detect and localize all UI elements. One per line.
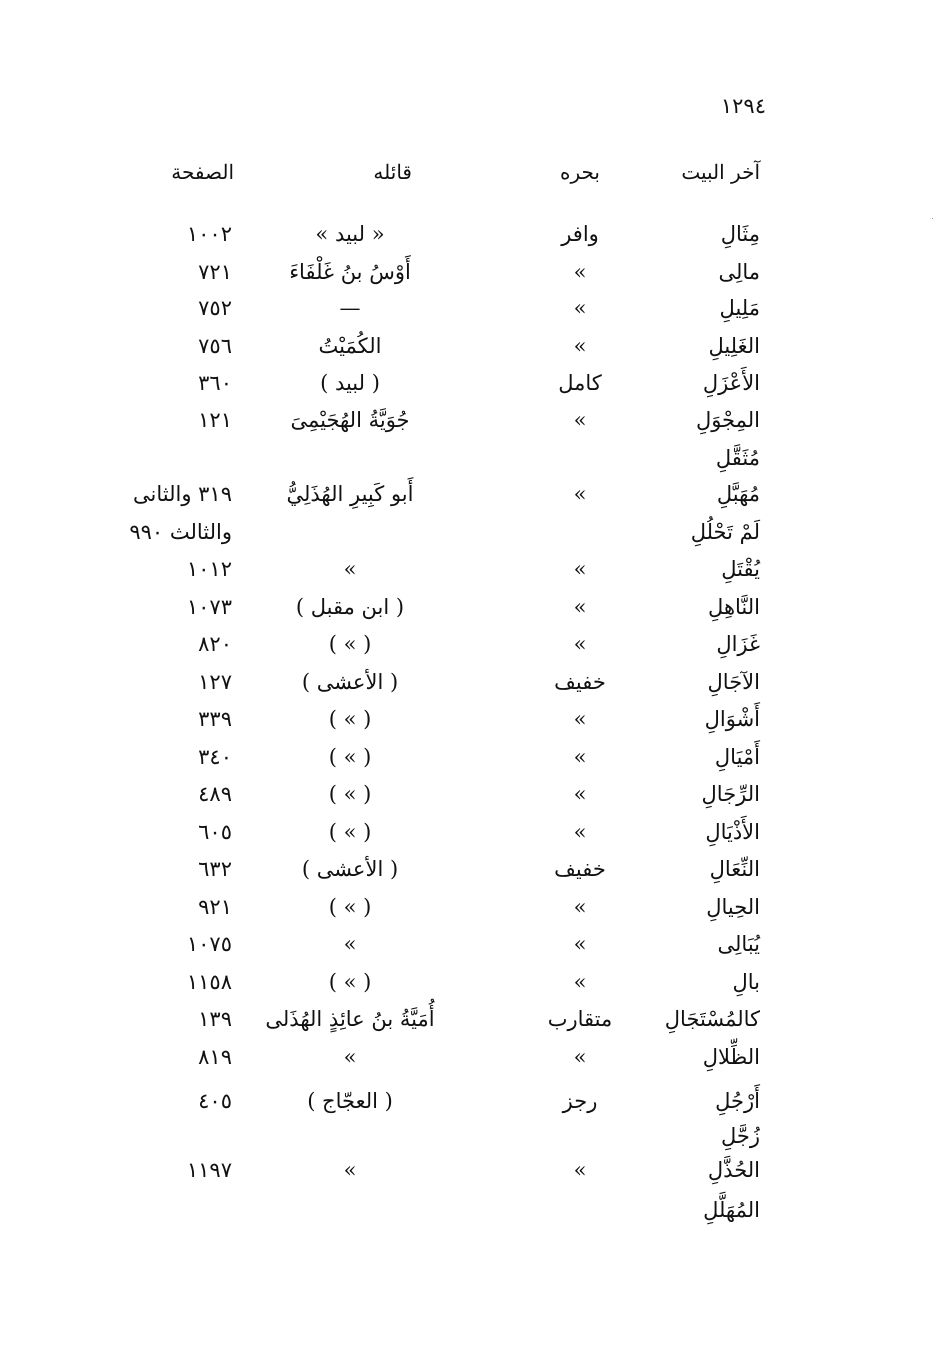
meter: » (573, 1158, 587, 1182)
page-number: ١٢٩٤ (720, 94, 766, 118)
verse-end: المُهَلَّلِ (703, 1198, 760, 1222)
poet: ( » ) (328, 707, 372, 731)
poet: » (343, 1045, 357, 1069)
poet: ( الأعشى ) (301, 670, 399, 694)
verse-end: الحِيالِ (706, 895, 760, 919)
meter: متقارب (547, 1007, 613, 1031)
verse-end: الحُذَّلِ (707, 1158, 760, 1182)
poet: ( » ) (328, 782, 372, 806)
verse-end: النَّاهِلِ (708, 595, 760, 619)
poet: الكُمَيْتُ (318, 334, 382, 358)
poet: ( » ) (328, 820, 372, 844)
meter: » (573, 557, 587, 581)
poet: — (339, 296, 361, 320)
page-ref: ١٠٧٥ (186, 932, 232, 956)
verse-end: النِّعَالِ (709, 857, 760, 881)
verse-end: لَمْ تَحْلُلِ (690, 520, 760, 544)
meter: » (573, 1045, 587, 1069)
verse-end: أَمْيَالِ (714, 745, 760, 769)
page-ref: ١٢١ (198, 408, 232, 432)
page-ref: ٤٠٥ (198, 1089, 232, 1113)
page-ref: ٤٨٩ (198, 782, 232, 806)
meter: » (573, 970, 587, 994)
verse-end: بالِ (732, 970, 760, 994)
page-ref: ٧٥٢ (198, 296, 232, 320)
page-ref: ٩٢١ (198, 895, 232, 919)
page-ref: ٣١٩ والثانى (133, 482, 232, 506)
meter: » (573, 932, 587, 956)
page-ref: ١٢٧ (198, 670, 232, 694)
meter: خفيف (554, 670, 606, 694)
header-poet: قائله (373, 160, 412, 184)
page-ref: ٣٦٠ (198, 371, 232, 395)
poet: أَبو كَبِيرِ الهُذَلِيُّ (286, 482, 414, 506)
page-ref: ٧٢١ (198, 260, 232, 284)
poet: أُمَيَّةُ بنُ عائِذٍ الهُذَلى (265, 1007, 435, 1031)
verse-end: مِثَالِ (720, 222, 760, 246)
verse-end: زُجَّلِ (720, 1124, 760, 1148)
verse-end: الرِّجَالِ (701, 782, 760, 806)
poet: ( » ) (328, 970, 372, 994)
verse-end: مُثَقَّلِ (715, 446, 760, 470)
verse-end: الأَذْيَالِ (705, 820, 760, 844)
poet: ( لبيد ) (320, 371, 380, 395)
meter: » (573, 408, 587, 432)
poet: » (343, 932, 357, 956)
page-ref: ١١٥٨ (186, 970, 232, 994)
verse-end: يُبَالِى (717, 932, 760, 956)
poet: ( الأعشى ) (301, 857, 399, 881)
poet: ( العجّاج ) (307, 1089, 393, 1113)
verse-end: الظِّلالِ (702, 1045, 760, 1069)
page-ref: ٨١٩ (198, 1045, 232, 1069)
verse-end: مَلِيلِ (719, 296, 760, 320)
meter: رجز (562, 1089, 598, 1113)
verse-end: الآجَالِ (707, 670, 760, 694)
verse-end: أَشْوَالِ (704, 707, 760, 731)
meter: وافر (561, 222, 599, 246)
page-ref: ٦٣٢ (198, 857, 232, 881)
poet: جُوَيَّةُ الهُجَيْمِىَ (290, 408, 410, 432)
page-ref: ١٠١٢ (186, 557, 232, 581)
verse-end: المِجْوَلِ (695, 408, 760, 432)
page-ref: ٣٣٩ (198, 707, 232, 731)
verse-end: مُهَبَّلِ (716, 482, 760, 506)
table-header (0, 160, 940, 196)
verse-end: يُقْتَلِ (721, 557, 760, 581)
page-ref: ١١٩٧ (186, 1158, 232, 1182)
page-ref: والثالث ٩٩٠ (129, 520, 232, 544)
meter: » (573, 260, 587, 284)
poet: ( » ) (328, 745, 372, 769)
meter: » (573, 745, 587, 769)
poet: أَوْسُ بنُ غَلْفَاءَ (289, 260, 411, 284)
poet: » (343, 1158, 357, 1182)
verse-end: مالِى (718, 260, 760, 284)
meter: خفيف (554, 857, 606, 881)
meter: » (573, 782, 587, 806)
page-ref: ١٠٠٢ (186, 222, 232, 246)
meter: » (573, 482, 587, 506)
verse-end: كالمُسْتَجَالِ (664, 1007, 760, 1031)
meter: » (573, 296, 587, 320)
poet: ( ابن مقبل ) (295, 595, 405, 619)
header-page: الصفحة (171, 160, 234, 184)
verse-end: أَرْجُلِ (715, 1089, 760, 1113)
poet: ( » ) (328, 632, 372, 656)
meter: » (573, 595, 587, 619)
page-ref: ٣٤٠ (198, 745, 232, 769)
meter: » (573, 707, 587, 731)
page-ref: ٦٠٥ (198, 820, 232, 844)
scan-mark (932, 218, 933, 219)
verse-end: الغَلِيلِ (708, 334, 760, 358)
meter: » (573, 895, 587, 919)
meter: » (573, 334, 587, 358)
verse-end: الأَعْزَلِ (702, 371, 760, 395)
poet: ( » ) (328, 895, 372, 919)
page-ref: ١٠٧٣ (186, 595, 232, 619)
page-ref: ٧٥٦ (198, 334, 232, 358)
page-ref: ١٣٩ (198, 1007, 232, 1031)
verse-end: غَزَالِ (716, 632, 760, 656)
meter: كامل (558, 371, 602, 395)
poet: « لبيد » (315, 222, 385, 246)
poet: » (343, 557, 357, 581)
header-meter: بحره (560, 160, 600, 184)
page-ref: ٨٢٠ (198, 632, 232, 656)
meter: » (573, 632, 587, 656)
meter: » (573, 820, 587, 844)
header-verse-end: آخر البيت (681, 160, 760, 184)
